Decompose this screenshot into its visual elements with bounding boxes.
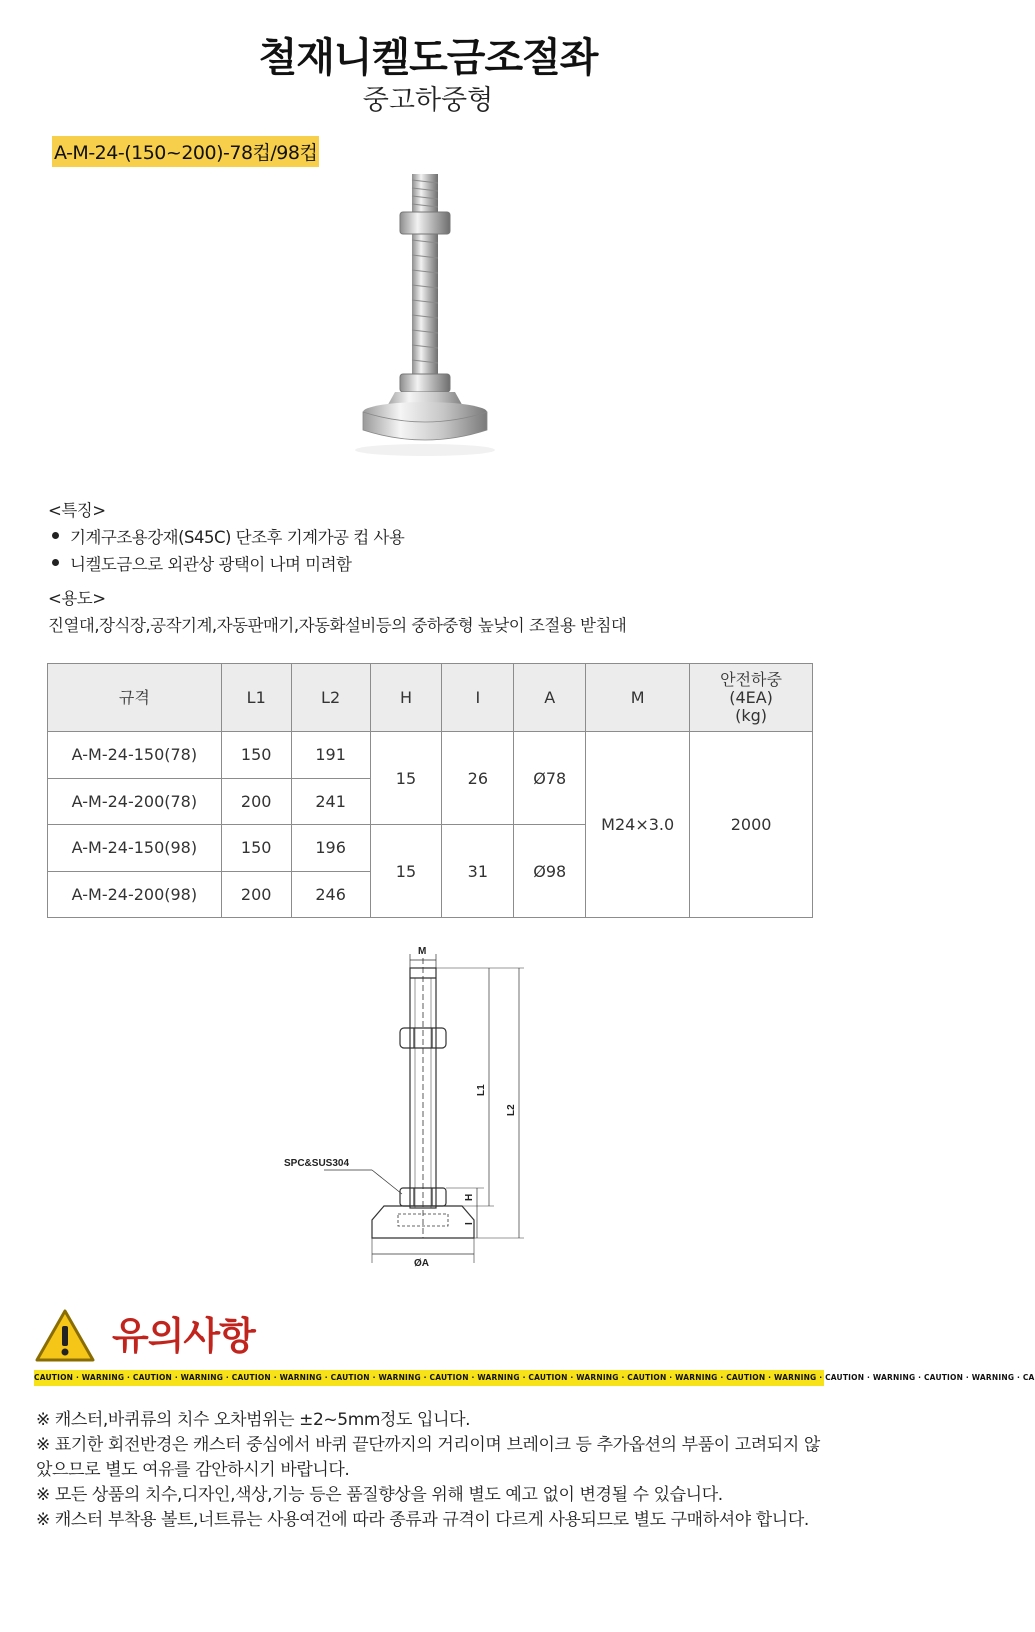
features-heading: <특징>: [48, 501, 106, 520]
header-h: H: [370, 664, 442, 732]
feature-item: 니켈도금으로 외관상 광택이 나며 미려함: [48, 551, 404, 575]
cell-l2: 246: [291, 871, 370, 918]
header-a: A: [514, 664, 586, 732]
cell-model: A-M-24-150(98): [48, 825, 222, 872]
warning-icon: [34, 1308, 96, 1364]
cell-m: M24×3.0: [586, 732, 690, 918]
cell-model: A-M-24-200(78): [48, 778, 222, 825]
note-item: ※ 캐스터,바퀴류의 치수 오차범위는 ±2~5mm정도 입니다.: [36, 1410, 471, 1430]
features-section: [48, 497, 404, 578]
cell-load: 2000: [690, 732, 813, 918]
cell-l2: 196: [291, 825, 370, 872]
note-item: ※ 표기한 회전반경은 캐스터 중심에서 바퀴 끝단까지의 거리이며 브레이크 등 추가옵션의 부품이 고려되지 않았으므로 별도 여유를 감안하시기 바랍니다.: [36, 1435, 820, 1480]
header-l1: L1: [221, 664, 291, 732]
product-photo: [300, 160, 550, 480]
cell-h: 15: [370, 732, 442, 825]
technical-drawing: [284, 948, 554, 1268]
drawing-label-a: ØA: [414, 1258, 429, 1269]
page-subtitle: 중고하중형: [362, 85, 494, 116]
header-load-line: (kg): [735, 705, 768, 725]
note-item: ※ 캐스터 부착용 볼트,너트류는 사용여건에 따라 종류과 규격이 다르게 사용되므로 별도 구매하셔야 합니다.: [36, 1510, 809, 1530]
drawing-label-l2: L2: [506, 1104, 517, 1116]
usage-section: [48, 585, 626, 636]
model-tag: A-M-24-(150~200)-78컵/98컵: [52, 136, 319, 167]
page-title: 철재니켈도금조절좌: [258, 35, 598, 81]
cell-i: 31: [442, 825, 514, 918]
spec-table: [47, 663, 813, 918]
notes-list: [36, 1408, 826, 1533]
cell-a: Ø78: [514, 732, 586, 825]
cell-l1: 200: [221, 778, 291, 825]
header-load-line: 안전하중: [720, 669, 782, 689]
caution-title: 유의사항: [112, 1314, 255, 1358]
header-load: [690, 664, 813, 732]
drawing-label-h: H: [464, 1193, 475, 1201]
cell-l1: 150: [221, 825, 291, 872]
table-row: [48, 732, 813, 779]
cell-l2: 241: [291, 778, 370, 825]
header-l2: L2: [291, 664, 370, 732]
header-i: I: [442, 664, 514, 732]
header-model: 규격: [48, 664, 222, 732]
drawing-label-material: SPC&SUS304: [284, 1158, 350, 1169]
note-item: ※ 모든 상품의 치수,디자인,색상,기능 등은 품질향상을 위해 별도 예고 없이 변경될 수 있습니다.: [36, 1485, 723, 1505]
feature-item: 기계구조용강재(S45C) 단조후 기계가공 컵 사용: [48, 524, 404, 548]
drawing-label-m: M: [418, 946, 427, 957]
header-m: M: [586, 664, 690, 732]
cell-i: 26: [442, 732, 514, 825]
usage-heading: <용도>: [48, 589, 106, 608]
cell-a: Ø98: [514, 825, 586, 918]
drawing-label-i: I: [464, 1222, 475, 1225]
drawing-label-l1: L1: [476, 1084, 487, 1096]
cell-l2: 191: [291, 732, 370, 779]
cell-l1: 200: [221, 871, 291, 918]
cell-h: 15: [370, 825, 442, 918]
usage-text: 진열대,장식장,공작기계,자동판매기,자동화설비등의 중하중형 높낮이 조절용 받침대: [48, 616, 627, 635]
header-load-line: (4EA): [729, 687, 773, 707]
cell-model: A-M-24-150(78): [48, 732, 222, 779]
cell-l1: 150: [221, 732, 291, 779]
table-header-row: [48, 664, 813, 732]
caution-tape: CAUTION · WARNING · CAUTION · WARNING · CAUTION · WARNING · CAUTION · WARNING · CAUTION · WARNING · CAUTION · WARNING · CAUTION · WARNING · CAUTION · WARNING · CAUTION · WARNING · CAUTION · WARNING · CA: [34, 1370, 824, 1386]
cell-model: A-M-24-200(98): [48, 871, 222, 918]
